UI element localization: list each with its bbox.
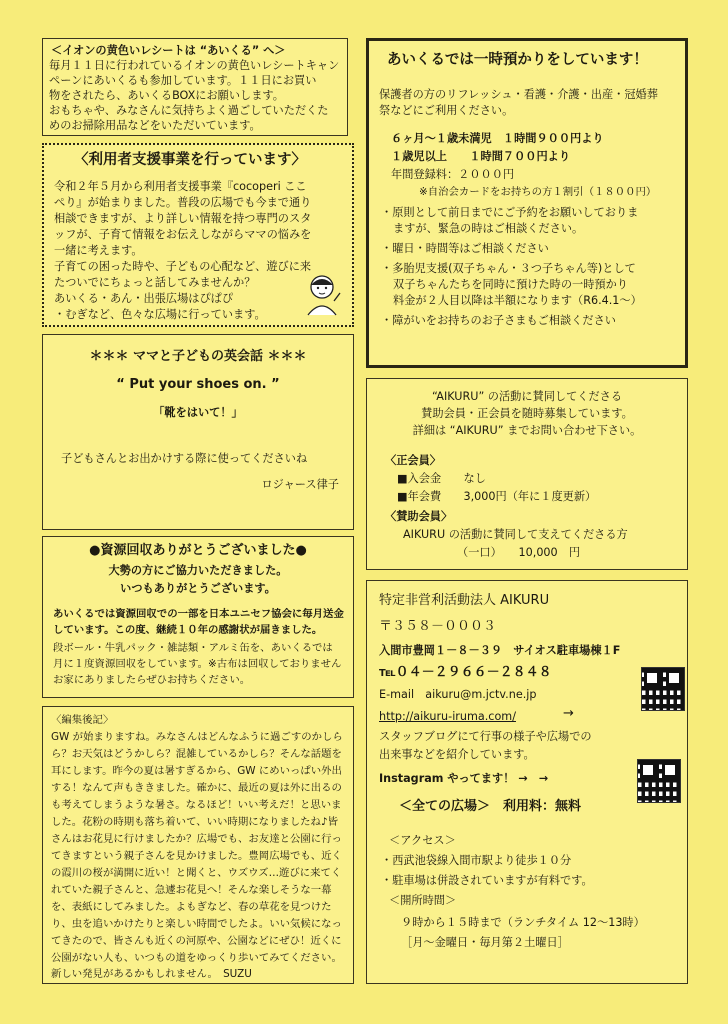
support-line: 子育ての困った時や、子どもの心配など、遊びに来 (54, 260, 312, 273)
afterword-section (42, 706, 354, 984)
org-url-arrow: → (563, 706, 574, 721)
childcare-price: ６ヶ月～１歳未満児 １時間９００円より (391, 132, 604, 145)
members-intro: 賛助会員・正会員を随時募集しています。 (421, 407, 633, 420)
org-access: ・駐車場は併設されていますが有料です。 (381, 874, 593, 887)
childcare-bullet: ・曜日・時間等はご相談ください (381, 242, 549, 255)
receipt-line: ペーンにあいくるも参加しています。１１日にお買い (49, 74, 317, 87)
qr-code-icon[interactable] (641, 667, 685, 711)
english-title: ＊＊＊ ママと子どもの英会話 ＊＊＊ (89, 349, 307, 364)
childcare-bullet: ・多胎児支援(双子ちゃん・３つ子ちゃん等)として (381, 262, 636, 275)
afterword-line: を、表紙にしてみました。よもぎなど、春の草花を見つけた (51, 901, 332, 913)
childcare-title: あいくるでは一時預かりをしています！ (387, 52, 648, 68)
recycle-title: ●資源回収ありがとうございました● (89, 543, 307, 558)
afterword-line: する！なんて声もききました。確かに、最近の夏は外に出るの (51, 782, 342, 794)
members-support-heading: 〈賛助会員〉 (385, 510, 453, 523)
members-support: （一口） 10,000 円 (457, 546, 581, 559)
support-line: 相談できますが、より詳しい情報を持つ専門のスタ (54, 212, 312, 225)
support-line: あいくる・あん・出張広場はぴぱぴ (54, 292, 234, 305)
childcare-bullet: 双子ちゃんたちを同時に預けた時の一時預かり (393, 278, 628, 291)
org-name: 特定非営利活動法人 AIKURU (379, 593, 550, 608)
org-blog: スタッフブログにて行事の様子や広場での (379, 730, 592, 743)
support-line: ぺり』が始まりました。普段の広場でも今まで通り (54, 196, 312, 209)
recycle-line: 月に１度資源回収をしています。※古布は回収しておりません (53, 658, 342, 670)
org-zip: 〒３５８－０００３ (379, 619, 497, 634)
members-fee: ■年会費 3,000円（年に１度更新） (397, 490, 597, 503)
qr-code-icon[interactable] (637, 759, 681, 803)
support-line: ッフが、子育て情報をお伝えしながらママの悩みを (54, 228, 312, 241)
afterword-heading: 〈編集後記〉 (51, 714, 114, 726)
receipt-line: 毎月１１日に行われているイオンの黄色いレシートキャン (49, 59, 340, 72)
org-fee: ＜全ての広場＞ 利用料：無料 (399, 799, 582, 814)
support-line: 一緒に考えます。 (54, 244, 143, 257)
girl-illustration-icon (300, 271, 344, 317)
members-intro: “AIKURU” の活動に賛同してくださる (431, 390, 623, 403)
childcare-bullet: ますが、緊急の時はご相談ください。 (393, 222, 584, 235)
afterword-line: り、虫を追いかけたりと楽しい時間でしたよ。いい気候になっ (51, 918, 342, 930)
support-line: 令和２年５月から利用者支援事業『cocoperi ここ (54, 180, 307, 193)
childcare-reg: 年間登録料：２０００円 (391, 168, 515, 181)
english-usage: 子どもさんとお出かけする際に使ってくださいね (61, 452, 308, 465)
org-email[interactable]: E-mail aikuru@m.jctv.ne.jp (379, 688, 537, 701)
childcare-bullet: ・原則として前日までにご予約をお願いしておりま (381, 206, 639, 219)
members-fee: ■入会金 なし (397, 472, 486, 485)
members-regular-heading: 〈正会員〉 (385, 454, 441, 467)
support-line: ・むぎなど、色々な広場に行っています。 (54, 308, 266, 321)
english-translation: 「靴をはいて！」 (153, 406, 243, 419)
members-support: AIKURU の活動に賛同して支えてくださる方 (403, 528, 628, 541)
english-author: ロジャース律子 (261, 478, 339, 491)
childcare-price: １歳児以上 １時間７００円より (391, 150, 571, 163)
org-hours: ９時から１５時まで（ランチタイム 12～13時） (401, 916, 645, 929)
receipt-title: ＜イオンの黄色いレシートは “あいくる” へ＞ (51, 44, 286, 57)
recycle-line: お家にありましたらぜひお持ちください。 (53, 674, 251, 686)
recycle-thanks: 大勢の方にご協力いただきました。 (108, 564, 288, 577)
org-instagram[interactable]: Instagram やってます！ → → (379, 772, 549, 785)
childcare-discount: ※自治会カードをお持ちの方１割引（１８００円） (419, 186, 657, 198)
org-access-heading: ＜アクセス＞ (389, 834, 456, 847)
org-days: ［月～金曜日・毎月第２土曜日］ (401, 936, 569, 949)
support-title: 〈利用者支援事業を行っています〉 (74, 152, 306, 168)
afterword-line: てきますという親子さんを見かけました。豊岡広場でも、近く (51, 850, 342, 862)
afterword-line: 公園がない人も、いつもの道をゆっくり歩いてみてください。 (51, 952, 342, 964)
recycle-line: しています。この度、継続１０年の感謝状が届きました。 (53, 624, 323, 636)
afterword-line: 耳にします。昨今の夏は暑すぎるから、GW にめいっぱい外出 (51, 765, 342, 777)
afterword-line: の霞川の桜が満開に近い！と聞くと、ウズウズ…遊びに来てく (51, 867, 342, 879)
support-line: たついでにちょっと話してみませんか？ (54, 276, 256, 289)
childcare-intro: 保護者の方のリフレッシュ・看護・介護・出産・冠婚葬 (379, 88, 658, 101)
org-url-link[interactable]: http://aikuru-iruma.com/ (379, 710, 516, 723)
afterword-line: れていた親子さんと、急遽お花見へ！そんな楽しそうな一幕 (51, 884, 332, 896)
afterword-line: てきたので、皆さんも近くの河原や、公園などにぜひ！近くに (51, 935, 342, 947)
recycle-line: あいくるでは資源回収での一部を日本ユニセフ協会に毎月送金 (53, 608, 344, 620)
recycle-line: 段ボール・牛乳パック・雑誌類・アルミ缶を、あいくるでは (53, 642, 333, 654)
org-hours-heading: ＜開所時間＞ (389, 894, 457, 907)
receipt-line: 物をされたら、あいくるBOXにお願いします。 (49, 89, 284, 102)
org-tel: ℡０４－２９６６－２８４８ (379, 665, 552, 680)
receipt-section (42, 38, 348, 136)
afterword-line: ら？お天気はどうかしら？混雑しているかしら？そんな話題を (51, 748, 342, 760)
org-section (366, 580, 688, 984)
afterword-line: GW が始まりますね。みなさんはどんなふうに過ごすのかしら (51, 731, 343, 743)
org-blog: 出来事などを紹介しています。 (379, 748, 535, 761)
childcare-intro: 祭などにご利用ください。 (379, 104, 514, 117)
english-section (42, 334, 354, 530)
childcare-bullet: 料金が２人目以降は半額になります（R6.4.1～） (393, 294, 642, 307)
members-intro: 詳細は “AIKURU” までお問い合わせ下さい。 (412, 424, 642, 437)
recycle-section (42, 536, 354, 698)
afterword-line: した。花粉の時期も落ち着いて、いい時期になりましたね♪皆 (51, 816, 338, 828)
afterword-line: 新しい発見があるかもしれません。 SUZU (51, 968, 252, 980)
support-section (42, 143, 354, 327)
org-address: 入間市豊岡１－８－３９ サイオス駐車場棟１F (379, 644, 621, 657)
afterword-line: も考えてしまうような暑さ。なるほど！いい考えだ！と思いま (51, 799, 342, 811)
receipt-line: おもちゃや、みなさんに気持ちよく過ごしていただくた (49, 104, 329, 117)
afterword-line: さんはお花見に行けましたか？広場でも、お友達と公園に行っ (51, 833, 342, 845)
org-access: ・西武池袋線入間市駅より徒歩１０分 (381, 854, 572, 867)
recycle-thanks: いつもありがとうございます。 (120, 582, 276, 595)
childcare-bullet: ・障がいをお持ちのお子さまもご相談ください (381, 314, 616, 327)
english-phrase: “ Put your shoes on. ” (116, 377, 280, 392)
receipt-line: めのお掃除用品などをいただいています。 (49, 119, 261, 132)
members-section (366, 378, 688, 570)
childcare-section (366, 38, 688, 368)
